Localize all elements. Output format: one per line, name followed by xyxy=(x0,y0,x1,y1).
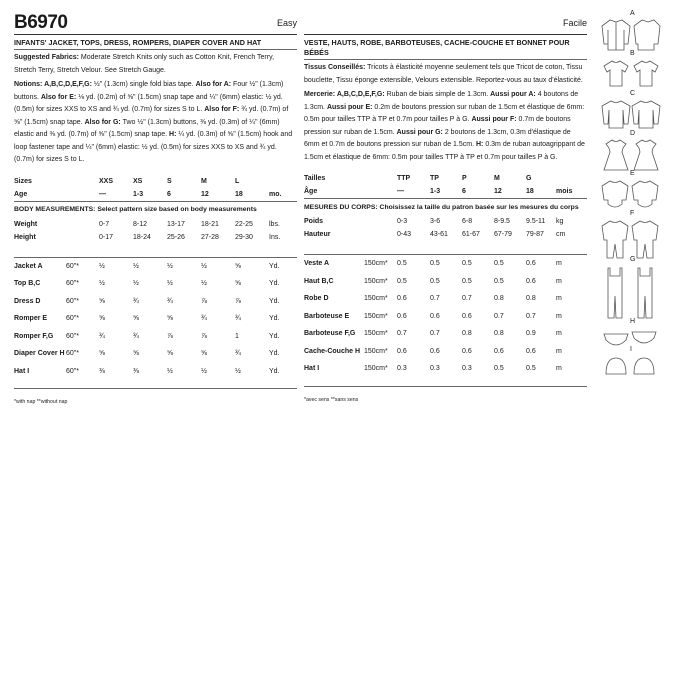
fabrics-text: Tricots à élasticité moyenne seulement tels que Tricot de coton, Tissu bouclette, Tissu éponge extensible, Velours extensible. Reportez-vous au taux d'élasticité. xyxy=(304,64,583,84)
divider xyxy=(304,59,587,60)
view-name: Diaper Cover H xyxy=(14,350,65,358)
yardage-unit: m xyxy=(556,312,562,320)
difficulty-level: Easy xyxy=(276,18,297,28)
size-table xyxy=(304,172,587,378)
weight-cell: 13-17 xyxy=(167,220,185,228)
notion-label: Aussi pour G: xyxy=(396,128,443,136)
height-cell: 67-79 xyxy=(494,231,512,238)
yardage-cell: 0.7 xyxy=(462,295,472,303)
weight-row xyxy=(304,215,587,228)
age-cell: 18 xyxy=(235,190,243,198)
notion-label: Also for F: xyxy=(204,106,240,113)
notion-label: Also for G: xyxy=(84,118,121,126)
yardage-cell: ¾ xyxy=(133,297,139,305)
weight-cell: 9.5-11 xyxy=(526,218,546,225)
yardage-unit: m xyxy=(556,255,587,273)
age-label: Âge xyxy=(304,188,318,195)
fabric-width: 150cm* xyxy=(364,312,388,320)
yardage-cell: 0.6 xyxy=(494,347,504,355)
header-row xyxy=(304,12,587,34)
size-cell xyxy=(269,175,297,188)
yardage-cell: ½ xyxy=(201,257,235,275)
yardage-unit: m xyxy=(556,330,562,338)
view-d-thumbnail xyxy=(598,130,664,174)
notion-text: Ruban de biais simple de 1.3cm. xyxy=(384,91,491,98)
yardage-unit: m xyxy=(556,365,562,373)
yardage-row xyxy=(304,308,587,326)
view-name: Romper E xyxy=(14,315,48,323)
yardage-cell: ⅝ xyxy=(99,350,105,358)
fabrics-label: Suggested Fabrics: xyxy=(14,54,79,61)
height-cell: 27-28 xyxy=(201,233,219,241)
notion-text: Two ½" (1.3cm) buttons, ⅜ yd. (0.3m) of ¼" (6mm) elastic and ⅜ yd. (0.7m) of ⅝" (1.5cm) snap tape. xyxy=(14,118,280,138)
sizes-row xyxy=(304,172,587,185)
weight-cell: 0-3 xyxy=(397,218,408,225)
yardage-cell: ⅝ xyxy=(133,350,139,358)
weight-label: Weight xyxy=(14,220,38,228)
notion-text: ¾ yd. (0.7m) of ⅝" (1.5cm) snap tape. xyxy=(14,106,289,126)
yardage-cell: ¾ xyxy=(99,332,105,340)
yardage-unit: Yd. xyxy=(269,332,280,340)
yardage-cell: 0.6 xyxy=(397,312,407,320)
fabric-width: 60"* xyxy=(66,367,79,375)
age-cell: 1-3 xyxy=(430,188,441,195)
yardage-cell: 0.5 xyxy=(397,277,407,285)
yardage-cell: ⅜ xyxy=(133,367,139,375)
yardage-cell: 0.5 xyxy=(494,255,526,273)
weight-cell: 22-25 xyxy=(235,220,253,228)
yardage-row xyxy=(14,293,297,311)
yardage-cell: ⅝ xyxy=(133,315,139,323)
yardage-cell: ½ xyxy=(167,257,201,275)
hat-icon xyxy=(598,352,662,380)
height-unit: Ins. xyxy=(269,233,281,241)
view-name: Barboteuse F,G xyxy=(304,330,356,338)
size-cell: TP xyxy=(430,175,439,182)
age-cell: 18 xyxy=(526,188,534,195)
yardage-cell: ½ xyxy=(235,367,241,375)
yardage-cell: 0.5 xyxy=(430,277,440,285)
view-name: Cache-Couche H xyxy=(304,347,361,355)
view-label: G xyxy=(630,256,636,263)
yardage-row xyxy=(304,325,587,343)
view-label: E xyxy=(630,170,635,177)
yardage-cell: ⅝ xyxy=(235,257,269,275)
notion-text: 4 boutons de 1.3cm. xyxy=(304,91,579,111)
age-cell: mois xyxy=(556,188,573,195)
sizes-label: Tailles xyxy=(304,175,326,182)
height-label: Hauteur xyxy=(304,231,331,238)
yardage-row xyxy=(14,257,297,275)
yardage-cell: 0.5 xyxy=(462,277,472,285)
weight-cell: 8-9.5 xyxy=(494,218,510,225)
yardage-cell: 0.9 xyxy=(526,330,536,338)
yardage-cell: 0.5 xyxy=(494,365,504,373)
yardage-row xyxy=(14,363,297,381)
yardage-cell: 0.6 xyxy=(526,277,536,285)
notion-text: 0.2m de boutons pression sur ruban de 1.5cm et élastique de 6mm: 0.5m pour tailles TTP à TP et 0.7m pour tailles P à G. xyxy=(304,103,585,123)
fabric-width: 60"* xyxy=(66,257,99,275)
divider xyxy=(14,49,297,50)
height-row xyxy=(14,231,297,244)
yardage-unit: Yd. xyxy=(269,297,280,305)
view-g-thumbnail xyxy=(598,256,664,322)
weight-cell: 6-8 xyxy=(462,218,473,225)
size-cell: M xyxy=(494,175,500,182)
fabric-width: 150cm* xyxy=(364,365,388,373)
size-cell: G xyxy=(526,175,532,182)
footnote: *avec sens **sans sens xyxy=(304,396,359,403)
fabric-width: 150cm* xyxy=(364,330,388,338)
view-a-thumbnail xyxy=(598,10,664,54)
height-cell: 61-67 xyxy=(462,231,480,238)
yardage-cell: 0.7 xyxy=(494,312,504,320)
notion-text: ¼ yd. (0.3m) of ⅝" (1.5cm) hook and loop fastener tape and ¼" (6mm) elastic: ½ yd. (0.5m) for sizes XXS to XS and ¾ yd. (0.7m) for sizes S to L. xyxy=(14,131,293,163)
notions xyxy=(14,79,297,167)
weight-cell: 3-6 xyxy=(430,218,441,225)
top-long-sleeve-icon xyxy=(598,96,662,132)
size-cell: L xyxy=(235,177,240,185)
yardage-cell: 0.7 xyxy=(430,295,440,303)
fabric-width: 60"* xyxy=(66,280,79,288)
age-cell: — xyxy=(397,188,404,195)
yardage-row xyxy=(304,343,587,361)
view-label: A xyxy=(630,10,635,17)
yardage-cell: ½ xyxy=(167,367,173,375)
yardage-cell: ½ xyxy=(167,280,173,288)
size-table xyxy=(14,175,297,381)
yardage-unit: Yd. xyxy=(269,280,280,288)
yardage-cell: ⅝ xyxy=(99,297,105,305)
yardage-cell: 0.5 xyxy=(430,255,462,273)
yardage-cell: ½ xyxy=(133,280,139,288)
view-thumbnails xyxy=(598,10,664,380)
yardage-unit: Yd. xyxy=(269,315,280,323)
yardage-cell: 0.6 xyxy=(430,312,440,320)
yardage-row xyxy=(14,345,297,363)
view-name: Top B,C xyxy=(14,280,41,288)
notion-label: Aussi pour A: xyxy=(490,91,536,98)
fabrics-label: Tissus Conseillés: xyxy=(304,64,366,71)
notion-label: Aussi pour E: xyxy=(326,103,373,111)
view-name: Romper F,G xyxy=(14,332,54,340)
yardage-cell: 0.3 xyxy=(462,365,472,373)
divider xyxy=(14,388,297,389)
notion-label: Also for A: xyxy=(195,81,232,88)
yardage-cell: 0.6 xyxy=(462,312,472,320)
yardage-cell: 0.8 xyxy=(494,295,504,303)
dress-icon xyxy=(598,136,662,172)
top-icon xyxy=(598,56,662,92)
size-cell: TTP xyxy=(397,175,411,182)
view-name: Robe D xyxy=(304,295,329,303)
view-name: Hat I xyxy=(14,367,30,375)
view-c-thumbnail xyxy=(598,90,664,134)
yardage-cell: 0.6 xyxy=(462,347,472,355)
size-cell: S xyxy=(167,177,172,185)
suggested-fabrics xyxy=(14,52,297,77)
size-cell: P xyxy=(462,175,467,182)
notion-text: 2 boutons de 1.3cm, 0.3m d'élastique de 6mm et 0.7m de boutons pression sur ruban de 1.5cm. xyxy=(304,128,571,148)
yardage-cell: ⅜ xyxy=(99,367,105,375)
romper-short-icon xyxy=(598,176,662,212)
age-cell: 12 xyxy=(201,190,209,198)
fabric-width: 150cm* xyxy=(364,295,388,303)
yardage-cell: 1 xyxy=(235,332,239,340)
overalls-icon xyxy=(598,262,662,320)
height-cell: 79-87 xyxy=(526,231,544,238)
yardage-cell: ½ xyxy=(99,280,105,288)
yardage-unit: Yd. xyxy=(269,350,280,358)
fabric-width: 60"* xyxy=(66,350,79,358)
yardage-row xyxy=(14,328,297,346)
notion-text: 0.7m de boutons pression sur ruban de 1.5cm. xyxy=(304,116,571,136)
age-cell: mo. xyxy=(269,190,282,198)
header-row xyxy=(14,12,297,34)
yardage-cell: 0.3 xyxy=(430,365,440,373)
fabrics-text: Moderate Stretch Knits only such as Cotton Knit, French Terry, Stretch Terry, Stretch Velour. See Stretch Gauge. xyxy=(14,54,275,74)
yardage-cell: 0.6 xyxy=(397,295,407,303)
size-cell: XS xyxy=(133,177,143,185)
view-name: Barboteuse E xyxy=(304,312,350,320)
romper-long-icon xyxy=(598,216,662,260)
weight-unit: lbs. xyxy=(269,220,280,228)
age-cell: 1-3 xyxy=(133,190,144,198)
weight-cell: 0-7 xyxy=(99,220,110,228)
english-column xyxy=(14,12,297,405)
yardage-row xyxy=(14,310,297,328)
notions xyxy=(304,89,587,164)
yardage-cell: ¾ xyxy=(235,350,241,358)
view-name: Haut B,C xyxy=(304,277,334,285)
height-cell: 29-30 xyxy=(235,233,253,241)
age-cell: 6 xyxy=(167,190,171,198)
yardage-unit: m xyxy=(556,277,562,285)
view-label: H xyxy=(630,318,636,325)
jacket-icon xyxy=(598,16,662,52)
age-label: Age xyxy=(14,190,28,198)
weight-cell: 8-12 xyxy=(133,220,148,228)
notion-text: 0.3m de ruban autoagrippant de 1.5cm et élastique de 6mm: 0.5m pour tailles TTP à TP et 0.7m pour tailles P à G. xyxy=(304,141,585,161)
yardage-cell: ¾ xyxy=(133,332,139,340)
notion-label: Also for E: xyxy=(40,93,77,101)
view-label: I xyxy=(630,346,632,353)
sizes-row xyxy=(14,175,297,188)
notion-label: Mercerie: A,B,C,D,E,F,G: xyxy=(304,91,385,98)
yardage-cell: 0.3 xyxy=(397,365,407,373)
weight-cell: 18-21 xyxy=(201,220,219,228)
height-cell: 0-43 xyxy=(397,231,412,238)
yardage-cell: 0.5 xyxy=(462,255,494,273)
yardage-cell: ⅝ xyxy=(235,280,241,288)
notion-label: Notions: A,B,C,D,E,F,G: xyxy=(14,81,92,88)
yardage-cell: 0.8 xyxy=(494,330,504,338)
yardage-cell: 0.5 xyxy=(494,277,504,285)
size-cell: M xyxy=(201,177,207,185)
yardage-cell: ⅞ xyxy=(235,297,241,305)
view-label: B xyxy=(630,50,635,57)
yardage-cell: ½ xyxy=(133,257,167,275)
notion-text: Four ½" (1.3cm) buttons. xyxy=(14,81,284,101)
view-name: Hat I xyxy=(304,365,320,373)
fabric-width: 60"* xyxy=(66,315,79,323)
age-cell: 6 xyxy=(462,188,466,195)
yardage-cell: ½ xyxy=(99,257,133,275)
yardage-cell: ⅞ xyxy=(201,332,207,340)
sizes-label: Sizes xyxy=(14,177,32,185)
age-row xyxy=(304,185,587,199)
yardage-cell: 0.8 xyxy=(462,330,472,338)
height-row xyxy=(304,228,587,241)
footnote: *with nap **without nap xyxy=(14,399,68,405)
yardage-row xyxy=(304,360,587,378)
view-name: Dress D xyxy=(14,297,41,305)
yardage-cell: ⅝ xyxy=(167,315,173,323)
yardage-cell: 0.6 xyxy=(397,347,407,355)
age-cell: — xyxy=(99,190,106,198)
view-i-thumbnail xyxy=(598,346,664,380)
yardage-row xyxy=(304,290,587,308)
view-name: Jacket A xyxy=(14,257,66,275)
view-label: F xyxy=(630,210,635,217)
yardage-unit: m xyxy=(556,347,562,355)
fabric-width: 150cm* xyxy=(364,347,388,355)
pattern-number: B6970 xyxy=(14,12,68,33)
fabric-width: 60"* xyxy=(66,297,79,305)
notion-text: ½" (1.3cm) single fold bias tape. xyxy=(91,81,196,88)
yardage-row xyxy=(14,275,297,293)
yardage-cell: ¾ xyxy=(235,315,241,323)
height-cell: 43-61 xyxy=(430,231,448,238)
height-label: Height xyxy=(14,233,36,241)
yardage-cell: ¾ xyxy=(167,297,173,305)
difficulty-level: Facile xyxy=(562,18,587,28)
body-measurements-title: MESURES DU CORPS: Choisissez la taille du patron basée sur les mesures du corps xyxy=(304,199,587,216)
yardage-cell: 0.7 xyxy=(526,312,536,320)
yardage-cell: ⅝ xyxy=(201,350,207,358)
fabric-width: 60"* xyxy=(66,332,79,340)
notion-label: H: xyxy=(169,131,177,138)
yardage-cell: 0.6 xyxy=(526,347,536,355)
weight-row xyxy=(14,218,297,231)
yardage-cell: ½ xyxy=(201,367,207,375)
yardage-cell: ⅝ xyxy=(99,315,105,323)
french-column xyxy=(304,12,587,403)
yardage-row xyxy=(304,273,587,291)
notion-label: H: xyxy=(475,141,484,148)
suggested-fabrics xyxy=(304,62,587,87)
yardage-cell: ⅝ xyxy=(167,350,173,358)
height-cell: 25-26 xyxy=(167,233,185,241)
yardage-cell: ⅞ xyxy=(167,332,173,340)
view-b-thumbnail xyxy=(598,50,664,94)
height-cell: 18-24 xyxy=(133,233,151,241)
yardage-cell: 0.6 xyxy=(430,347,440,355)
yardage-cell: 0.8 xyxy=(526,295,536,303)
yardage-cell: 0.5 xyxy=(397,255,430,273)
view-name: Veste A xyxy=(304,255,364,273)
yardage-cell: 0.6 xyxy=(526,255,556,273)
yardage-unit: Yd. xyxy=(269,257,297,275)
view-f-thumbnail xyxy=(598,210,664,260)
fabric-width: 150cm* xyxy=(364,255,397,273)
yardage-cell: 0.5 xyxy=(526,365,536,373)
yardage-cell: ½ xyxy=(201,280,207,288)
age-cell: 12 xyxy=(494,188,502,195)
yardage-unit: Yd. xyxy=(269,367,280,375)
yardage-cell: 0.7 xyxy=(397,330,407,338)
pattern-title: INFANTS' JACKET, TOPS, DRESS, ROMPERS, DIAPER COVER AND HAT xyxy=(14,38,262,47)
divider xyxy=(304,386,587,387)
yardage-row xyxy=(304,255,587,273)
height-unit: cm xyxy=(556,231,566,238)
yardage-cell: 0.7 xyxy=(430,330,440,338)
notion-label: Aussi pour F: xyxy=(471,116,517,123)
fabric-width: 150cm* xyxy=(364,277,388,285)
body-measurements-title: BODY MEASUREMENTS: Select pattern size based on body measurements xyxy=(14,201,297,218)
weight-unit: kg xyxy=(556,218,564,225)
yardage-cell: ¾ xyxy=(201,315,207,323)
yardage-cell: ⅞ xyxy=(201,297,207,305)
size-cell xyxy=(556,172,587,185)
size-cell: XXS xyxy=(99,177,114,185)
view-e-thumbnail xyxy=(598,170,664,214)
notion-text: ⅛ yd. (0.2m) of ⅝" (1.5cm) snap tape and ¼" (6mm) elastic: ½ yd. (0.5m) for sizes XXS to XS and ¾ yd. (0.7m) for sizes S to L. xyxy=(14,93,283,113)
yardage-unit: m xyxy=(556,295,562,303)
age-row xyxy=(14,188,297,202)
weight-label: Poids xyxy=(304,218,324,225)
view-label: D xyxy=(630,130,636,137)
view-label: C xyxy=(630,90,636,97)
pattern-title: VESTE, HAUTS, ROBE, BARBOTEUSES, CACHE-COUCHE ET BONNET POUR BÉBÉS xyxy=(304,38,570,57)
height-cell: 0-17 xyxy=(99,233,114,241)
